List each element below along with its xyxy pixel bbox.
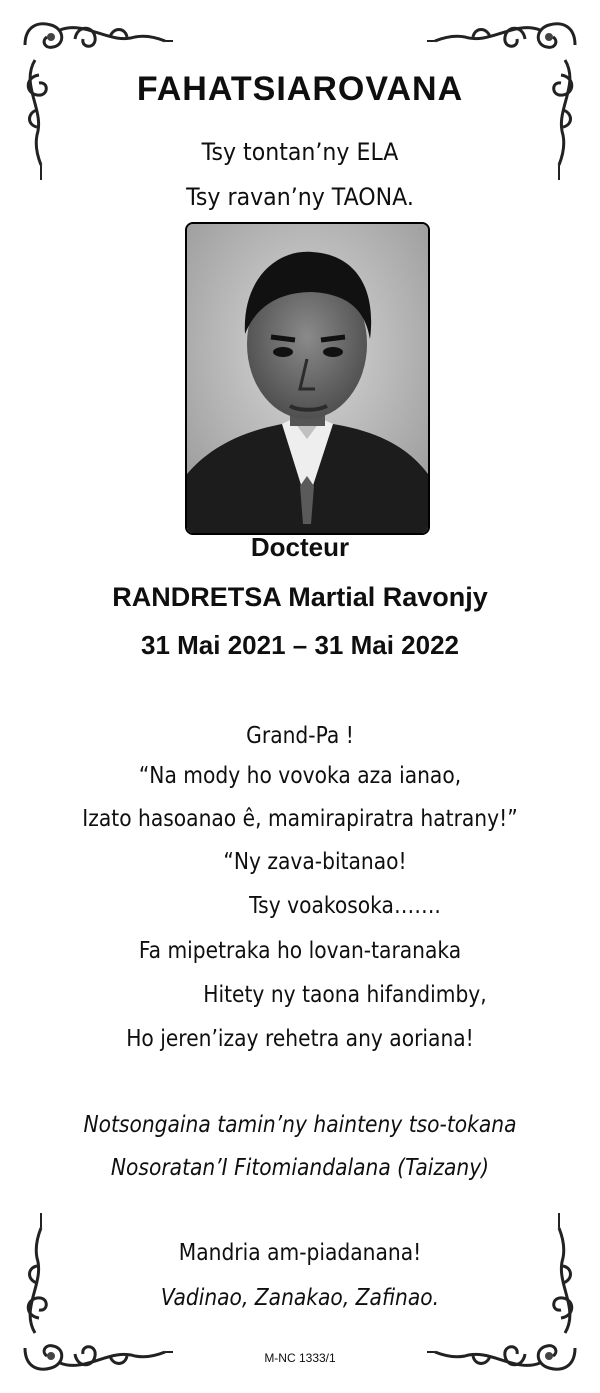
poem-line-1: Grand-Pa ! — [246, 723, 354, 749]
subtitle-line-2: Tsy ravan’ny TAONA. — [186, 183, 414, 211]
attribution-line-1: Notsongaina tamin’ny hainteny tso-tokana — [83, 1112, 517, 1138]
reference-code: M-NC 1333/1 — [264, 1351, 336, 1365]
subtitle-line-1: Tsy tontan’ny ELA — [201, 138, 399, 166]
poem-line-8: Ho jeren’izay rehetra any aoriana! — [126, 1026, 474, 1052]
portrait-photo — [185, 222, 430, 535]
attribution-line-2: Nosoratan’I Fitomiandalana (Taizany) — [110, 1155, 490, 1181]
person-name: RANDRETSA Martial Ravonjy — [112, 582, 488, 612]
poem-line-3: Izato hasoanao ê, mamirapiratra hatrany!” — [82, 806, 518, 832]
memorial-dates: 31 Mai 2021 – 31 Mai 2022 — [140, 630, 459, 660]
closing-message: Mandria am-piadanana! — [178, 1240, 422, 1266]
poem-line-5: Tsy voakosoka……. — [249, 893, 441, 919]
family-signature: Vadinao, Zanakao, Zafinao. — [160, 1285, 440, 1311]
poem-line-4: “Ny zava-bitanao! — [223, 849, 407, 875]
poem-line-7: Hitety ny taona hifandimby, — [203, 982, 487, 1008]
person-title: Docteur — [250, 532, 350, 562]
page-title: FAHATSIAROVANA — [136, 70, 464, 108]
poem-line-2: “Na mody ho vovoka aza ianao, — [138, 763, 462, 789]
portrait-image — [187, 224, 428, 533]
poem-line-6: Fa mipetraka ho lovan-taranaka — [138, 938, 462, 964]
